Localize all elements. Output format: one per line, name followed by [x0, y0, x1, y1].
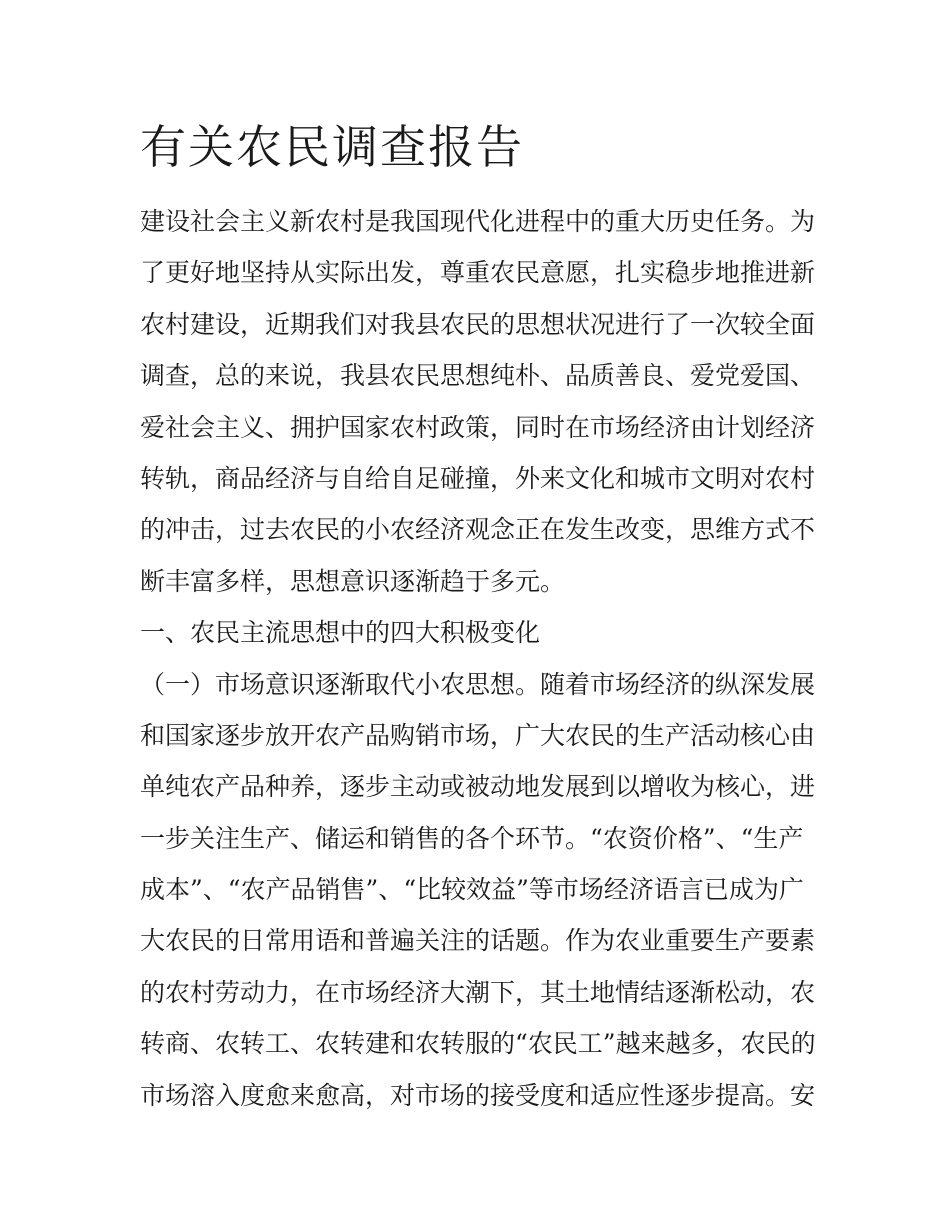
paragraph-line: 爱社会主义、拥护国家农村政策，同时在市场经济由计划经济: [140, 412, 816, 442]
paragraph-line: 转轨，商品经济与自给自足碰撞，外来文化和城市文明对农村: [140, 463, 816, 493]
paragraph-line: 农村建设，近期我们对我县农民的思想状况进行了一次较全面: [140, 309, 816, 339]
paragraph-line: 转商、农转工、农转建和农转服的“农民工”越来越多，农民的: [140, 1029, 816, 1059]
paragraph-line: 大农民的日常用语和普遍关注的话题。作为农业重要生产要素: [140, 926, 816, 956]
paragraph-line: 建设社会主义新农村是我国现代化进程中的重大历史任务。为: [140, 207, 816, 236]
paragraph-line: 单纯农产品种养，逐步主动或被动地发展到以增收为核心，进: [140, 772, 816, 802]
paragraph-line: 断丰富多样，思想意识逐渐趋于多元。: [140, 566, 566, 596]
paragraph-line: 的冲击，过去农民的小农经济观念正在发生改变，思维方式不: [140, 515, 816, 545]
paragraph-line: （一）市场意识逐渐取代小农思想。随着市场经济的纵深发展: [140, 669, 816, 699]
paragraph-line: 成本”、“农产品销售”、“比较效益”等市场经济语言已成为广: [140, 875, 804, 905]
paragraph-line: 了更好地坚持从实际出发，尊重农民意愿，扎实稳步地推进新: [140, 258, 816, 288]
paragraph-line: 的农村劳动力，在市场经济大潮下，其土地情结逐渐松动，农: [140, 977, 816, 1007]
document-title: 有关农民调查报告: [140, 120, 524, 174]
paragraph-line: 市场溶入度愈来愈高，对市场的接受度和适应性逐步提高。安: [140, 1080, 816, 1110]
document-body: [140, 196, 820, 1121]
paragraph-line: 一步关注生产、储运和销售的各个环节。“农资价格”、“生产: [140, 823, 804, 853]
section-heading: 一、农民主流思想中的四大积极变化: [140, 618, 541, 648]
paragraph-line: 和国家逐步放开农产品购销市场，广大农民的生产活动核心由: [140, 720, 816, 750]
paragraph-line: 调查，总的来说，我县农民思想纯朴、品质善良、爱党爱国、: [140, 361, 816, 391]
